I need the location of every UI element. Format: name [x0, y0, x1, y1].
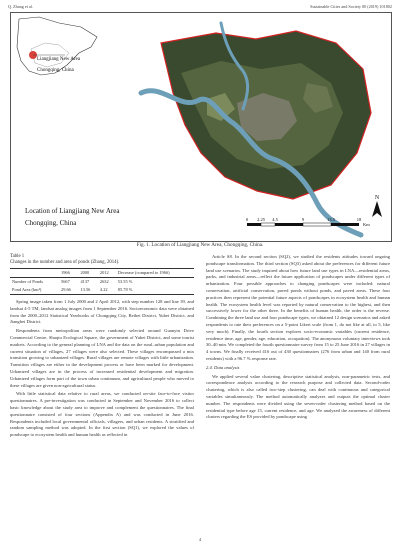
table-cell: Pond Area (km²) [12, 286, 42, 292]
table-row [10, 286, 194, 294]
location-map [11, 13, 391, 241]
table-cell: 4137 [80, 278, 90, 284]
ponds-table [10, 268, 194, 295]
table-header-cell: 1966 [61, 269, 70, 275]
left-column [10, 254, 194, 441]
table-row [10, 277, 194, 285]
location-label-line2: Chongqing, China [25, 219, 77, 227]
section-heading: 2.4. Data analysis [206, 364, 240, 370]
inset-label-city: Chongqing, China [37, 68, 74, 73]
table-cell: Number of Ponds [12, 278, 43, 284]
body-paragraph: We applied several value clustering, descriptive statistical analysis, non-parametric tests, and correspondence analysis according to the research purpose and collected data. Second-order clustering, which is also called two-step clustering, can deal with continuous and categorical variables simultaneously. The method automatically analyzes and outputs the optimal cluster number. The respondents were divided using the seven-order clustering method based on the residential type before age 15, current residence, and age. We analyzed the awareness of different clusters regarding the ES provided by pondscape using [206, 373, 390, 420]
location-map-figure [10, 12, 392, 242]
satellite-imagery [161, 31, 371, 199]
body-paragraph: Spring image taken from 1 July 2000 and 2 April 2012, with step number 128 and line 39, and landsat 4-5 TM, landsat analog images from 1 September 2016. Socioeconomic data were obtained from the 2000–2012 Statistical Yearbooks of Chongqing City, Beibei District, Yubei District, and Jiangbei District. [10, 298, 194, 325]
table-header-row [10, 269, 194, 278]
body-paragraph: Respondents from metropolitan areas were randomly selected around Guanyin Drive Commercial Centre, Shuqiu Ecological Square, the government of Yubei District, and some tourist markets. According to the general planning of LNA and the data on the rural–urban population and current situation of villages, 27 villages were also selected. These villages encompassed a mix transition growing to urbanized villages. Rural villages are remote villages with little urbanization. Transition villages are either in the development process or have been marked for development. Urbanized villages are in the process of increased residential development and migration. Urbanized villages form part of the town urban continuum, and agricultural people who moved to these villages are given non-agricultural status. [10, 328, 194, 388]
inset-map-chongqing [17, 17, 97, 75]
scale-tick-label: 2.25 [257, 217, 265, 222]
table-cell: 4.22 [99, 286, 108, 292]
table-cell: 85.78 % [117, 286, 133, 292]
north-label: N [374, 195, 380, 201]
scale-tick-label: 9 [301, 217, 305, 222]
table-header-cell: Decrease (compared to 1966) [117, 269, 170, 275]
right-column [206, 254, 390, 423]
table-cell: 5667 [61, 278, 70, 284]
table-header-cell [10, 269, 59, 278]
table-title: Changes in the number and area of ponds (Zhang, 2014). [10, 260, 120, 265]
location-label-line1: Location of Liangjiang New Area [25, 207, 120, 215]
page-number: 4 [198, 537, 202, 542]
scale-tick-label: 13.5 [327, 217, 335, 222]
table-cell: 2632 [99, 278, 109, 284]
scale-unit: Km [363, 222, 370, 227]
running-header-authors: Q. Zhang et al. [8, 4, 34, 9]
table-header-cell: 2000 [80, 269, 90, 275]
body-paragraph: With little statistical data relative to rural areas, we conducted on-site face-to-face visitor questionnaires. A pre-investigation was conducted in September and November 2016 to collect basic knowledge about the study area to improve and complement the questionnaires. The final questionnaire consisted of four sections (Appendix A) and was conducted in June 2016. Respondents included local governmental officials, villagers, and urban residents. A stratified and random sampling method was adopted. In the first section (SQ1), we explored the values of pondscape to ecosystem health and human health as reflected in [10, 391, 194, 438]
table-cell: 53.55 % [117, 278, 133, 284]
inset-label-area: Liangjiang New Area [37, 57, 81, 62]
body-paragraph: Article S8. In the second section (SQ2), we studied the residents attitudes toward ongoing pondscape transformation. The third section (SQ3) asked about the preferences for different future land use scenarios. The study inquired about how future land use types in LNA—residential areas, parks, and industrial areas—reflect the future application of pondscapes under different types of urbanization. Four possible approaches to changing pondscapes were included: natural conservation, artificial conservation, paved ponds without ponds, and paved areas. These four practices then represent the potential future aspects of pondscapes in ecosystem health and human health. The ecosystem health level was reported by natural conservation to the highest, and then successively lower for the other three. In the benefits of human health, the order is the reverse. Combining the three land use and four pondscape types, we obtained 12 design scenarios and asked respondents to rate their preferences on a 5-point Likert scale (from 1, do not like at all, to 5, like very much). Finally, the fourth section explores socio-economic variables (current residence, residence time, age, gender, age, education, occupation). The anonymous voluntary interviews took 30–40 min. We completed the fourth questionnaire survey from 15 to 25 June 2016 in 27 villages in 4 towns. We finally received 416 out of 430 questionnaires (276 from urban and 140 from rural residents) with a 96.7 % response rate. [206, 254, 390, 361]
scale-tick-label: 0 [245, 217, 249, 222]
table-cell: 29.66 [61, 286, 71, 292]
scale-bar [246, 217, 370, 227]
table-label: Table 1 [10, 254, 25, 259]
table-cell: 13.56 [80, 286, 91, 292]
running-header-journal: Sustainable Cities and Society 00 (2019) 101802 [310, 4, 392, 9]
scale-tick-label: 18 [356, 217, 362, 222]
table-header-cell: 2012 [99, 269, 109, 275]
figure-caption: Fig. 1. Location of Liangjiang New Area, Chongqing, China. [136, 242, 264, 248]
north-arrow-icon [372, 195, 382, 217]
scale-tick-label: 4.5 [272, 217, 278, 222]
